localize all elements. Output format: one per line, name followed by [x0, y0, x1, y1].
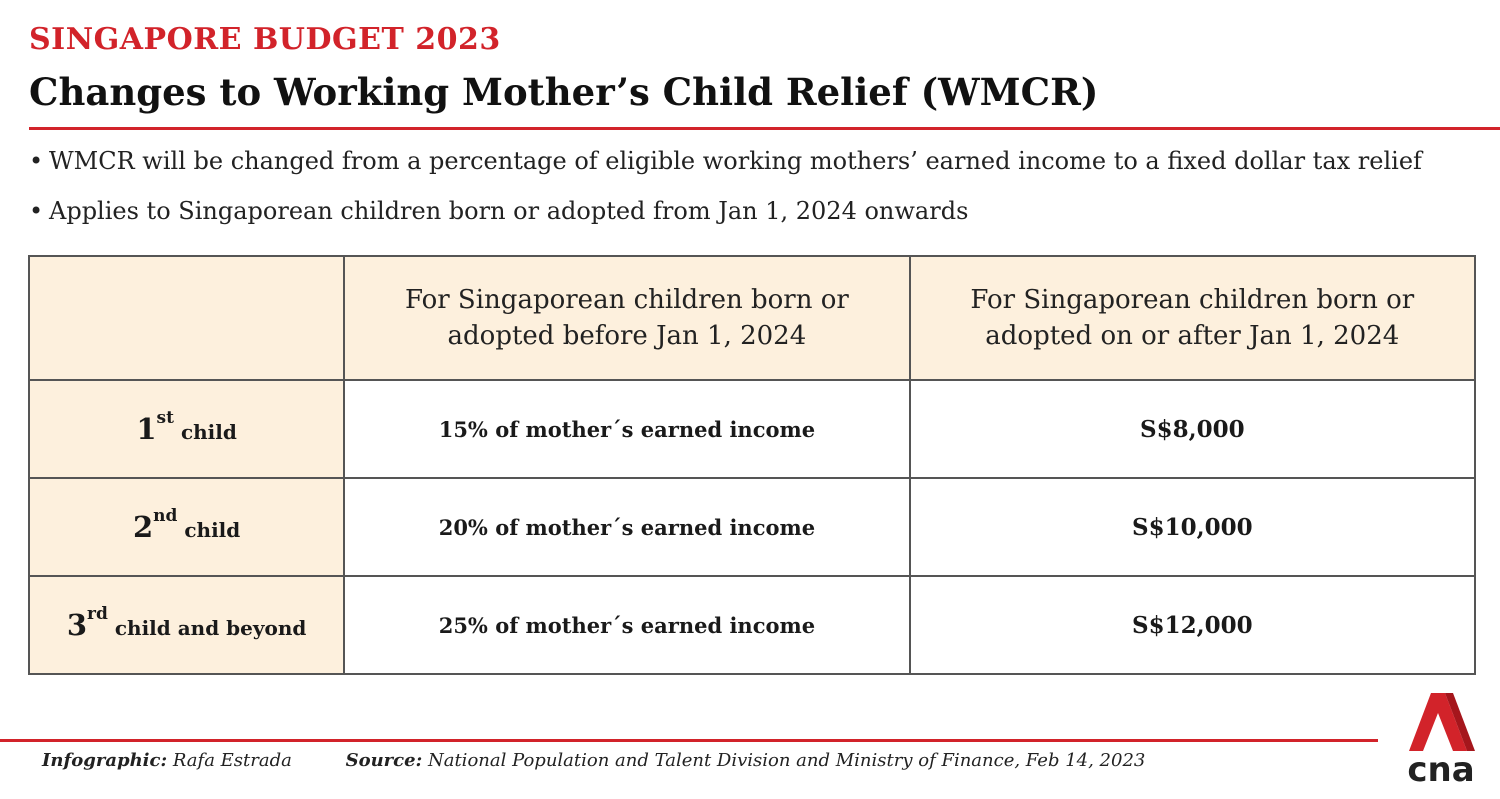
source-label: Source:	[345, 750, 423, 771]
before-value: 20% of mother´s earned income	[344, 478, 909, 576]
after-value: S$10,000	[910, 478, 1475, 576]
bullet-item	[29, 146, 1422, 176]
table-header-row	[29, 256, 1475, 380]
row-label: 3rd child and beyond	[29, 576, 344, 674]
footer-credits	[42, 750, 1145, 771]
bullet-icon: •	[29, 147, 44, 175]
infographic-credit: Rafa Estrada	[172, 750, 292, 771]
after-value: S$12,000	[910, 576, 1475, 674]
bullet-icon: •	[29, 197, 44, 225]
cna-logo-text: cna	[1407, 750, 1475, 785]
source-text: National Population and Talent Division and Ministry of Finance, Feb 14, 2023	[427, 750, 1146, 771]
kicker: SINGAPORE BUDGET 2023	[29, 22, 501, 57]
header-before-2024: For Singaporean children born or adopted before Jan 1, 2024	[344, 256, 909, 380]
bullet-list	[29, 146, 1422, 246]
page-title: Changes to Working Mother’s Child Relief (WMCR)	[29, 70, 1099, 114]
table-row	[29, 478, 1475, 576]
bullet-text: Applies to Singaporean children born or adopted from Jan 1, 2024 onwards	[49, 197, 969, 225]
before-value: 15% of mother´s earned income	[344, 380, 909, 478]
header-empty-cell	[29, 256, 344, 380]
bullet-item	[29, 196, 1422, 226]
cna-logo-icon	[1403, 693, 1479, 785]
row-label: 1st child	[29, 380, 344, 478]
infographic-label: Infographic:	[42, 750, 168, 771]
before-value: 25% of mother´s earned income	[344, 576, 909, 674]
header-after-2024: For Singaporean children born or adopted on or after Jan 1, 2024	[910, 256, 1475, 380]
footer-divider	[0, 739, 1378, 742]
relief-table	[28, 255, 1476, 675]
title-divider	[29, 127, 1500, 130]
table-row	[29, 576, 1475, 674]
table-row	[29, 380, 1475, 478]
row-label: 2nd child	[29, 478, 344, 576]
after-value: S$8,000	[910, 380, 1475, 478]
bullet-text: WMCR will be changed from a percentage of eligible working mothers’ earned income to a fixed dollar tax relief	[49, 147, 1422, 175]
